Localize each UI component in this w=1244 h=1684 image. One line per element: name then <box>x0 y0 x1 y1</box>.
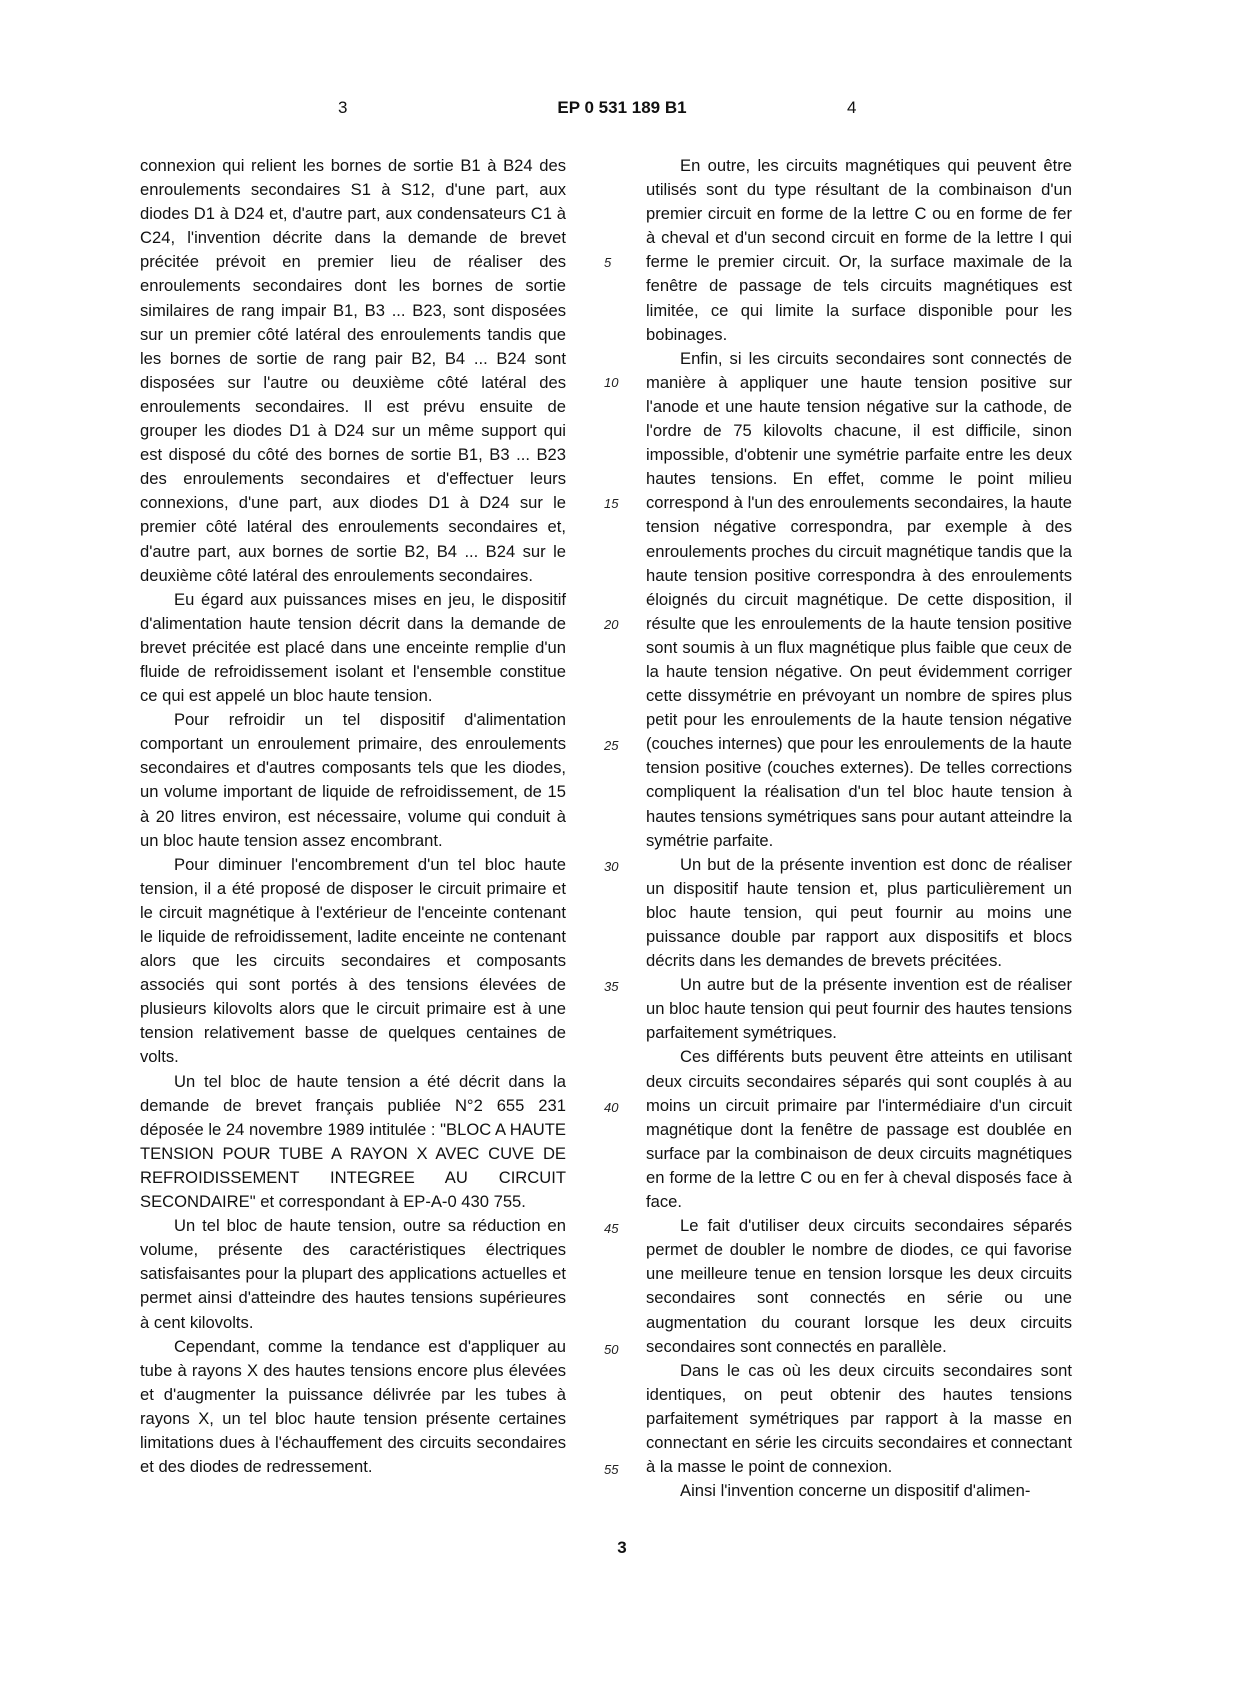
left-page-number: 3 <box>338 98 348 117</box>
paragraph: En outre, les circuits magnétiques qui peuvent être utilisés sont du type résultant de la combinaison d'un premier circuit en forme de la lettre C ou en forme de fer à cheval et d'un second circuit en forme de la lettre I qui ferme le premier circuit. Or, la surface maximale de la fenêtre de passage de tels circuits magnétiques est limitée, ce qui limite la surface disponible pour les bobinages. <box>646 156 1072 344</box>
line-number: 50 <box>604 1342 619 1357</box>
line-number: 15 <box>604 496 619 511</box>
paragraph: Pour refroidir un tel dispositif d'alimentation comportant un enroulement primaire, des enroulements secondaires et d'autres composants tels que les diodes, un volume important de liquide de refroidissement, de 15 à 20 litres environ, est nécessaire, volume qui conduit à un bloc haute tension assez encombrant. <box>140 710 566 850</box>
paragraph: Pour diminuer l'encombrement d'un tel bloc haute tension, il a été proposé de disposer le circuit primaire et le circuit magnétique à l'extérieur de l'enceinte contenant le liquide de refroidissement, ladite enceinte ne contenant alors que les circuits secondaires et composants associés qui sont portés à des tensions élevées de plusieurs kilovolts alors que le circuit primaire est à une tension relativement basse de quelques centaines de volts. <box>140 854 566 1067</box>
paragraph: Cependant, comme la tendance est d'appliquer au tube à rayons X des hautes tensions encore plus élevées et d'augmenter la puissance délivrée par les tubes à rayons X, un tel bloc haute tension présente certaines limitations dues à l'échauffement des circuits secondaires et des diodes de redressement. <box>140 1336 566 1477</box>
right-page-number: 4 <box>847 98 857 117</box>
paragraph: Un tel bloc de haute tension, outre sa réduction en volume, présente des caractéristiques électriques satisfaisantes pour la plupart des applications actuelles et permet ainsi d'atteindre des hautes tensions supérieures à cent kilovolts. <box>140 1216 566 1332</box>
paragraph: Ces différents buts peuvent être atteints en utilisant deux circuits secondaires séparés qui sont couplés à au moins un circuit primaire par l'intermédiaire d'un circuit magnétique dont la fenêtre de passage est doublée en surface par la combinaison de deux circuits magnétiques en forme de la lettre C ou en fer à cheval disposés face à face. <box>646 1047 1072 1212</box>
paragraph: Le fait d'utiliser deux circuits secondaires séparés permet de doubler le nombre de diodes, ce qui favorise une meilleure tenue en tension lorsque les deux circuits secondaires sont connectés en série ou une augmentation du courant lorsque les deux circuits secondaires sont connectés en parallèle. <box>646 1216 1072 1356</box>
footer-page-number: 3 <box>617 1538 627 1557</box>
paragraph: Ainsi l'invention concerne un dispositif d'alimen- <box>680 1481 1031 1501</box>
paragraph: Un autre but de la présente invention est de réaliser un bloc haute tension qui peut fournir des hautes tensions parfaitement symétriques. <box>646 975 1072 1043</box>
paragraph: Un tel bloc de haute tension a été décrit dans la demande de brevet français publiée N°2 655 231 déposée le 24 novembre 1989 intitulée : "BLOC A HAUTE TENSION POUR TUBE A RAYON X AVEC CUVE DE REFROIDISSEMENT INTEGREE AU CIRCUIT SECONDAIRE" et correspondant à EP-A-0 430 755. <box>140 1071 566 1212</box>
line-number: 55 <box>604 1462 619 1477</box>
patent-number: EP 0 531 189 B1 <box>557 98 687 117</box>
line-number: 30 <box>604 859 619 874</box>
line-number: 40 <box>604 1100 619 1115</box>
paragraph: Un but de la présente invention est donc de réaliser un dispositif haute tension et, plus particulièrement un bloc haute tension, qui peut fournir au moins une puissance double par rapport aux dispositifs et blocs décrits dans les demandes de brevets précitées. <box>646 854 1072 971</box>
paragraph: Eu égard aux puissances mises en jeu, le dispositif d'alimentation haute tension décrit dans la demande de brevet précitée est placé dans une enceinte remplie d'un fluide de refroidissement isolant et l'ensemble constitue ce qui est appelé un bloc haute tension. <box>140 589 566 706</box>
line-number: 10 <box>604 375 619 390</box>
line-number: 35 <box>604 979 619 994</box>
paragraph: connexion qui relient les bornes de sortie B1 à B24 des enroulements secondaires S1 à S12, d'une part, aux diodes D1 à D24 et, d'autre part, aux condensateurs C1 à C24, l'invention décrite dans la demande de brevet précitée prévoit en premier lieu de réaliser des enroulements secondaires dont les bornes de sortie similaires de rang impair B1, B3 ... B23, sont disposées sur un premier côté latéral des enroulements tandis que les bornes de sortie de rang pair B2, B4 ... B24 sont disposées sur l'autre ou deuxième côté latéral des enroulements secondaires. Il est prévu ensuite de grouper les diodes D1 à D24 sur un même support qui est disposé du côté des bornes de sortie B1, B3 ... B23 des enroulements secondaires et d'effectuer leurs connexions, d'une part, aux diodes D1 à D24 sur le premier côté latéral des enroulements secondaires et, d'autre part, aux bornes de sortie B2, B4 ... B24 sur le deuxième côté latéral des enroulements secondaires. <box>140 156 566 585</box>
paragraph: Enfin, si les circuits secondaires sont connectés de manière à appliquer une haute tension positive sur l'anode et une haute tension négative sur la cathode, de l'ordre de 75 kilovolts chacune, il est difficile, sinon impossible, d'obtenir une symétrie parfaite entre les deux hautes tensions. En effet, comme le point milieu correspond à l'un des enroulements secondaires, la haute tension négative correspondra, par exemple à des enroulements proches du circuit magnétique tandis que la haute tension positive correspondra à des enroulements éloignés du circuit magnétique. De cette disposition, il résulte que les enroulements de la haute tension positive sont soumis à un flux magnétique plus faible que ceux de la haute tension négative. On peut évidemment corriger cette dissymétrie en prévoyant un nombre de spires plus petit pour les enroulements de la haute tension négative (couches internes) que pour les enroulements de la haute tension positive (couches externes). De telles corrections compliquent la réalisation d'un tel bloc haute tension à hautes tensions symétriques sans pour autant atteindre la symétrie parfaite. <box>646 348 1072 850</box>
line-number: 25 <box>604 738 619 753</box>
line-number: 20 <box>604 617 619 632</box>
line-number: 5 <box>604 255 612 270</box>
right-column <box>646 154 1072 1503</box>
line-number: 45 <box>604 1221 619 1236</box>
left-column <box>140 154 566 1479</box>
paragraph: Dans le cas où les deux circuits secondaires sont identiques, on peut obtenir des hautes tensions parfaitement symétriques par rapport à la masse en connectant en série les circuits secondaires et connectant à la masse le point de connexion. <box>646 1360 1072 1477</box>
